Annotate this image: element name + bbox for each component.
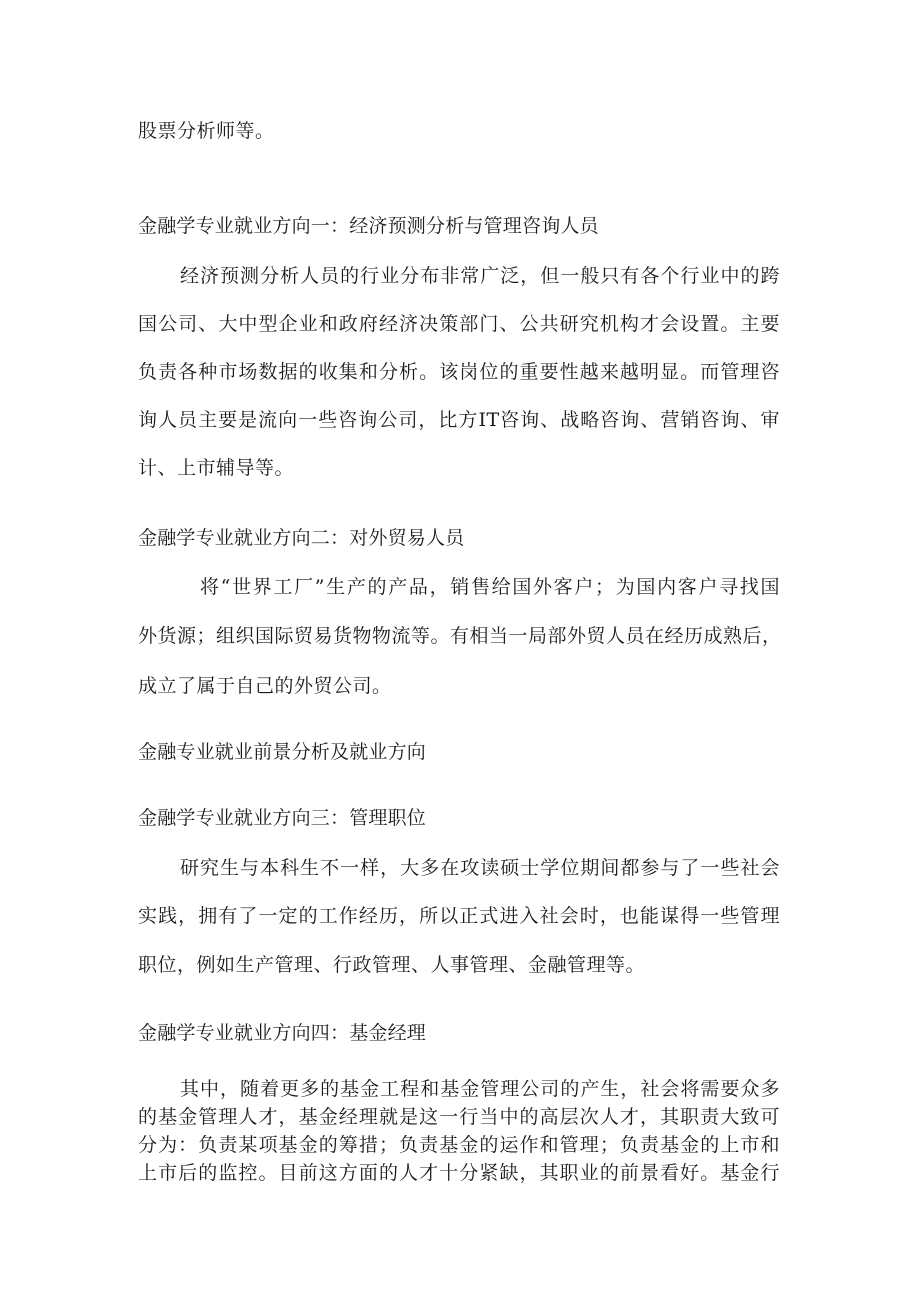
section-1-line-4: 询人员主要是流向一些咨询公司，比方IT咨询、战略咨询、营销咨询、审 <box>138 409 780 431</box>
section-2-line-3: 成立了属于自己的外贸公司。 <box>138 675 392 697</box>
section-heading-5: 金融学专业就业方向四：基金经理 <box>138 1022 427 1044</box>
intro-tail-text: 股票分析师等。 <box>138 120 275 142</box>
section-2-line-2: 外货源；组织国际贸易货物物流等。有相当一局部外贸人员在经历成熟后， <box>138 625 782 647</box>
section-5-line-4: 上市后的监控。目前这方面的人才十分紧缺，其职业的前景看好。基金行 <box>138 1162 780 1184</box>
section-5-line-3: 分为：负责某项基金的筹措；负责基金的运作和管理；负责基金的上市和 <box>138 1134 780 1156</box>
section-heading-1: 金融学专业就业方向一：经济预测分析与管理咨询人员 <box>138 215 599 237</box>
section-heading-2: 金融学专业就业方向二：对外贸易人员 <box>138 527 465 549</box>
section-1-line-2: 国公司、大中型企业和政府经济决策部门、公共研究机构才会设置。主要 <box>138 313 780 335</box>
section-5-line-2: 的基金管理人才，基金经理就是这一行当中的高层次人才，其职责大致可 <box>138 1106 780 1128</box>
section-2-line-1: 将“世界工厂”生产的产品，销售给国外客户；为国内客户寻找国 <box>200 576 780 598</box>
section-1-line-5: 计、上市辅导等。 <box>138 457 295 479</box>
section-4-line-3: 职位，例如生产管理、行政管理、人事管理、金融管理等。 <box>138 954 646 976</box>
section-heading-4: 金融学专业就业方向三：管理职位 <box>138 807 427 829</box>
section-4-line-2: 实践，拥有了一定的工作经历，所以正式进入社会时，也能谋得一些管理 <box>138 905 780 927</box>
section-1-line-1: 经济预测分析人员的行业分布非常广泛，但一般只有各个行业中的跨 <box>180 265 780 287</box>
section-5-line-1: 其中，随着更多的基金工程和基金管理公司的产生，社会将需要众多 <box>180 1078 780 1100</box>
section-4-line-1: 研究生与本科生不一样，大多在攻读硕士学位期间都参与了一些社会 <box>180 857 780 879</box>
section-1-line-3: 负责各种市场数据的收集和分析。该岗位的重要性越来越明显。而管理咨 <box>138 361 780 383</box>
section-heading-3: 金融专业就业前景分析及就业方向 <box>138 741 427 763</box>
